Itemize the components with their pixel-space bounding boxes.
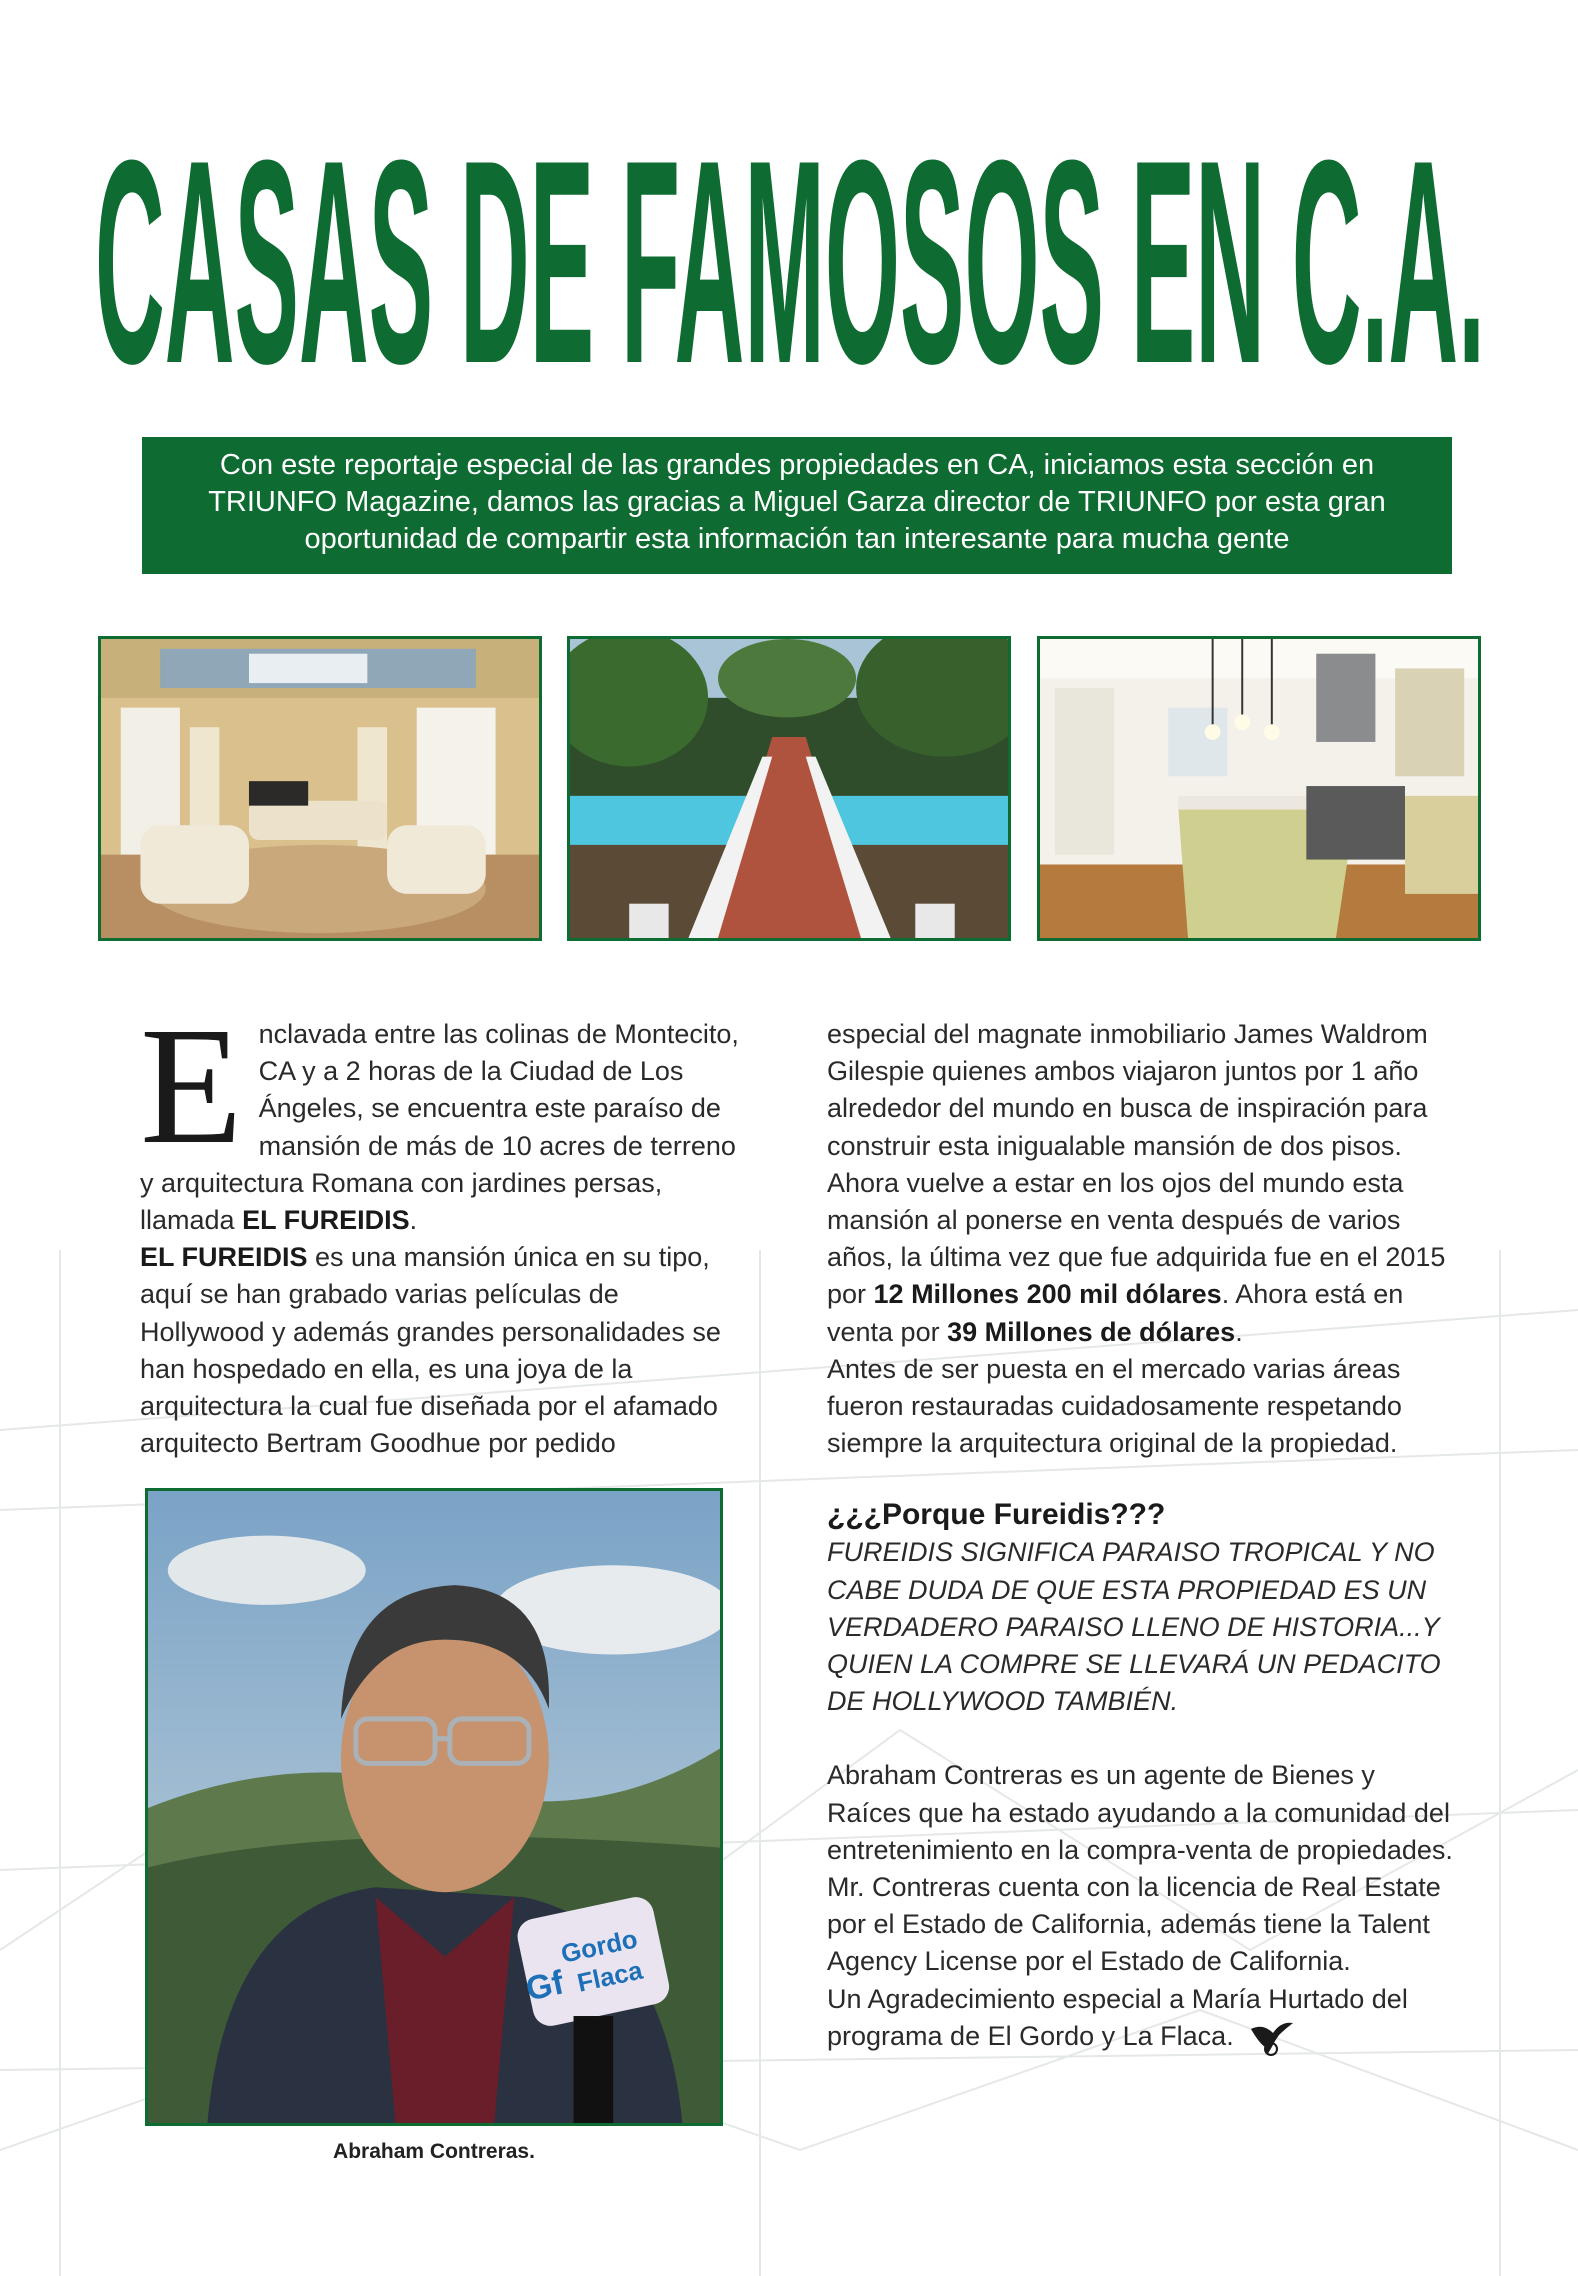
article-right-column — [827, 1016, 1457, 2057]
paragraph-intro: Enclavada entre las colinas de Montecito, CA y a 2 horas de la Ciudad de Los Ángeles, se encuentra este paraíso de mansión de más de 10 acres de terreno y arquitectura Romana con jardines persas, llamada EL FUREIDIS. — [140, 993, 739, 1236]
page-title — [90, 110, 1490, 390]
photo-living-room — [98, 636, 542, 941]
mic-logo-line2: Flaca — [574, 1956, 646, 1998]
eagle-end-icon — [1249, 2019, 1295, 2057]
paragraph-fureidis-meaning: FUREIDIS SIGNIFICA PARAISO TROPICAL Y NO CABE DUDA DE QUE ESTA PROPIEDAD ES UN VERDADERO PARAISO LLENO DE HISTORIA...Y QUIEN LA COMPRE SE LLEVARÁ UN PEDACITO DE HOLLYWOOD TAMBIÉN. — [827, 1537, 1441, 1717]
paragraph-license: Mr. Contreras cuenta con la licencia de Real Estate por el Estado de California, además tiene la Talent Agency License por el Estado de California. — [827, 1872, 1441, 1977]
mic-logo-line1: Gordo — [558, 1925, 640, 1969]
photo-pool-garden — [567, 636, 1011, 941]
paragraph-sale: Ahora vuelve a estar en los ojos del mundo esta mansión al ponerse en venta después de varios años, la última vez que fue adquirida fue en el 2015 por 12 Millones 200 mil dólares. Ahora está en venta por 39 Millones de dólares. — [827, 1167, 1446, 1347]
paragraph-restoration: Antes de ser puesta en el mercado varias áreas fueron restauradas cuidadosamente respetando siempre la arquitectura original de la propiedad. — [827, 1353, 1402, 1459]
mic-logo-letters: Gf — [522, 1964, 567, 2009]
paragraph-thanks: Un Agradecimiento especial a María Hurtado del programa de El Gordo y La Flaca. — [827, 1981, 1457, 2057]
paragraph-continued: especial del magnate inmobiliario James Waldrom Gilespie quienes ambos viajaron juntos por 1 año alrededor del mundo en busca de inspiración para construir esta inigualable mansión de dos pisos. — [827, 1019, 1428, 1161]
article-left-column — [140, 993, 740, 1462]
photo-kitchen — [1037, 636, 1481, 941]
photo-caption: Abraham Contreras. — [333, 2140, 535, 2163]
paragraph-agent: Abraham Contreras es un agente de Bienes y Raíces que ha estado ayudando a la comunidad del entretenimiento en la compra-venta de propiedades. — [827, 1760, 1453, 1865]
portrait-abraham-contreras — [145, 1488, 723, 2126]
title-text: CASAS DE FAMOSOS EN C.A. — [95, 110, 1485, 390]
paragraph-fureidis: EL FUREIDIS es una mansión única en su tipo, aquí se han grabado varias películas de Hollywood y además grandes personalidades se han hospedado en ella, es una joya de la arquitectura la cual fue diseñada por el afamado arquitecto Bertram Goodhue por pedido — [140, 1242, 721, 1459]
intro-banner: Con este reportaje especial de las grandes propiedades en CA, iniciamos esta sección en TRIUNFO Magazine, damos las gracias a Miguel Garza director de TRIUNFO por esta gran oportunidad de compartir esta información tan interesante para mucha gente — [142, 437, 1452, 574]
subheading-porque-fureidis: ¿¿¿Porque Fureidis??? — [827, 1498, 1166, 1532]
drop-cap: E — [140, 993, 243, 1179]
